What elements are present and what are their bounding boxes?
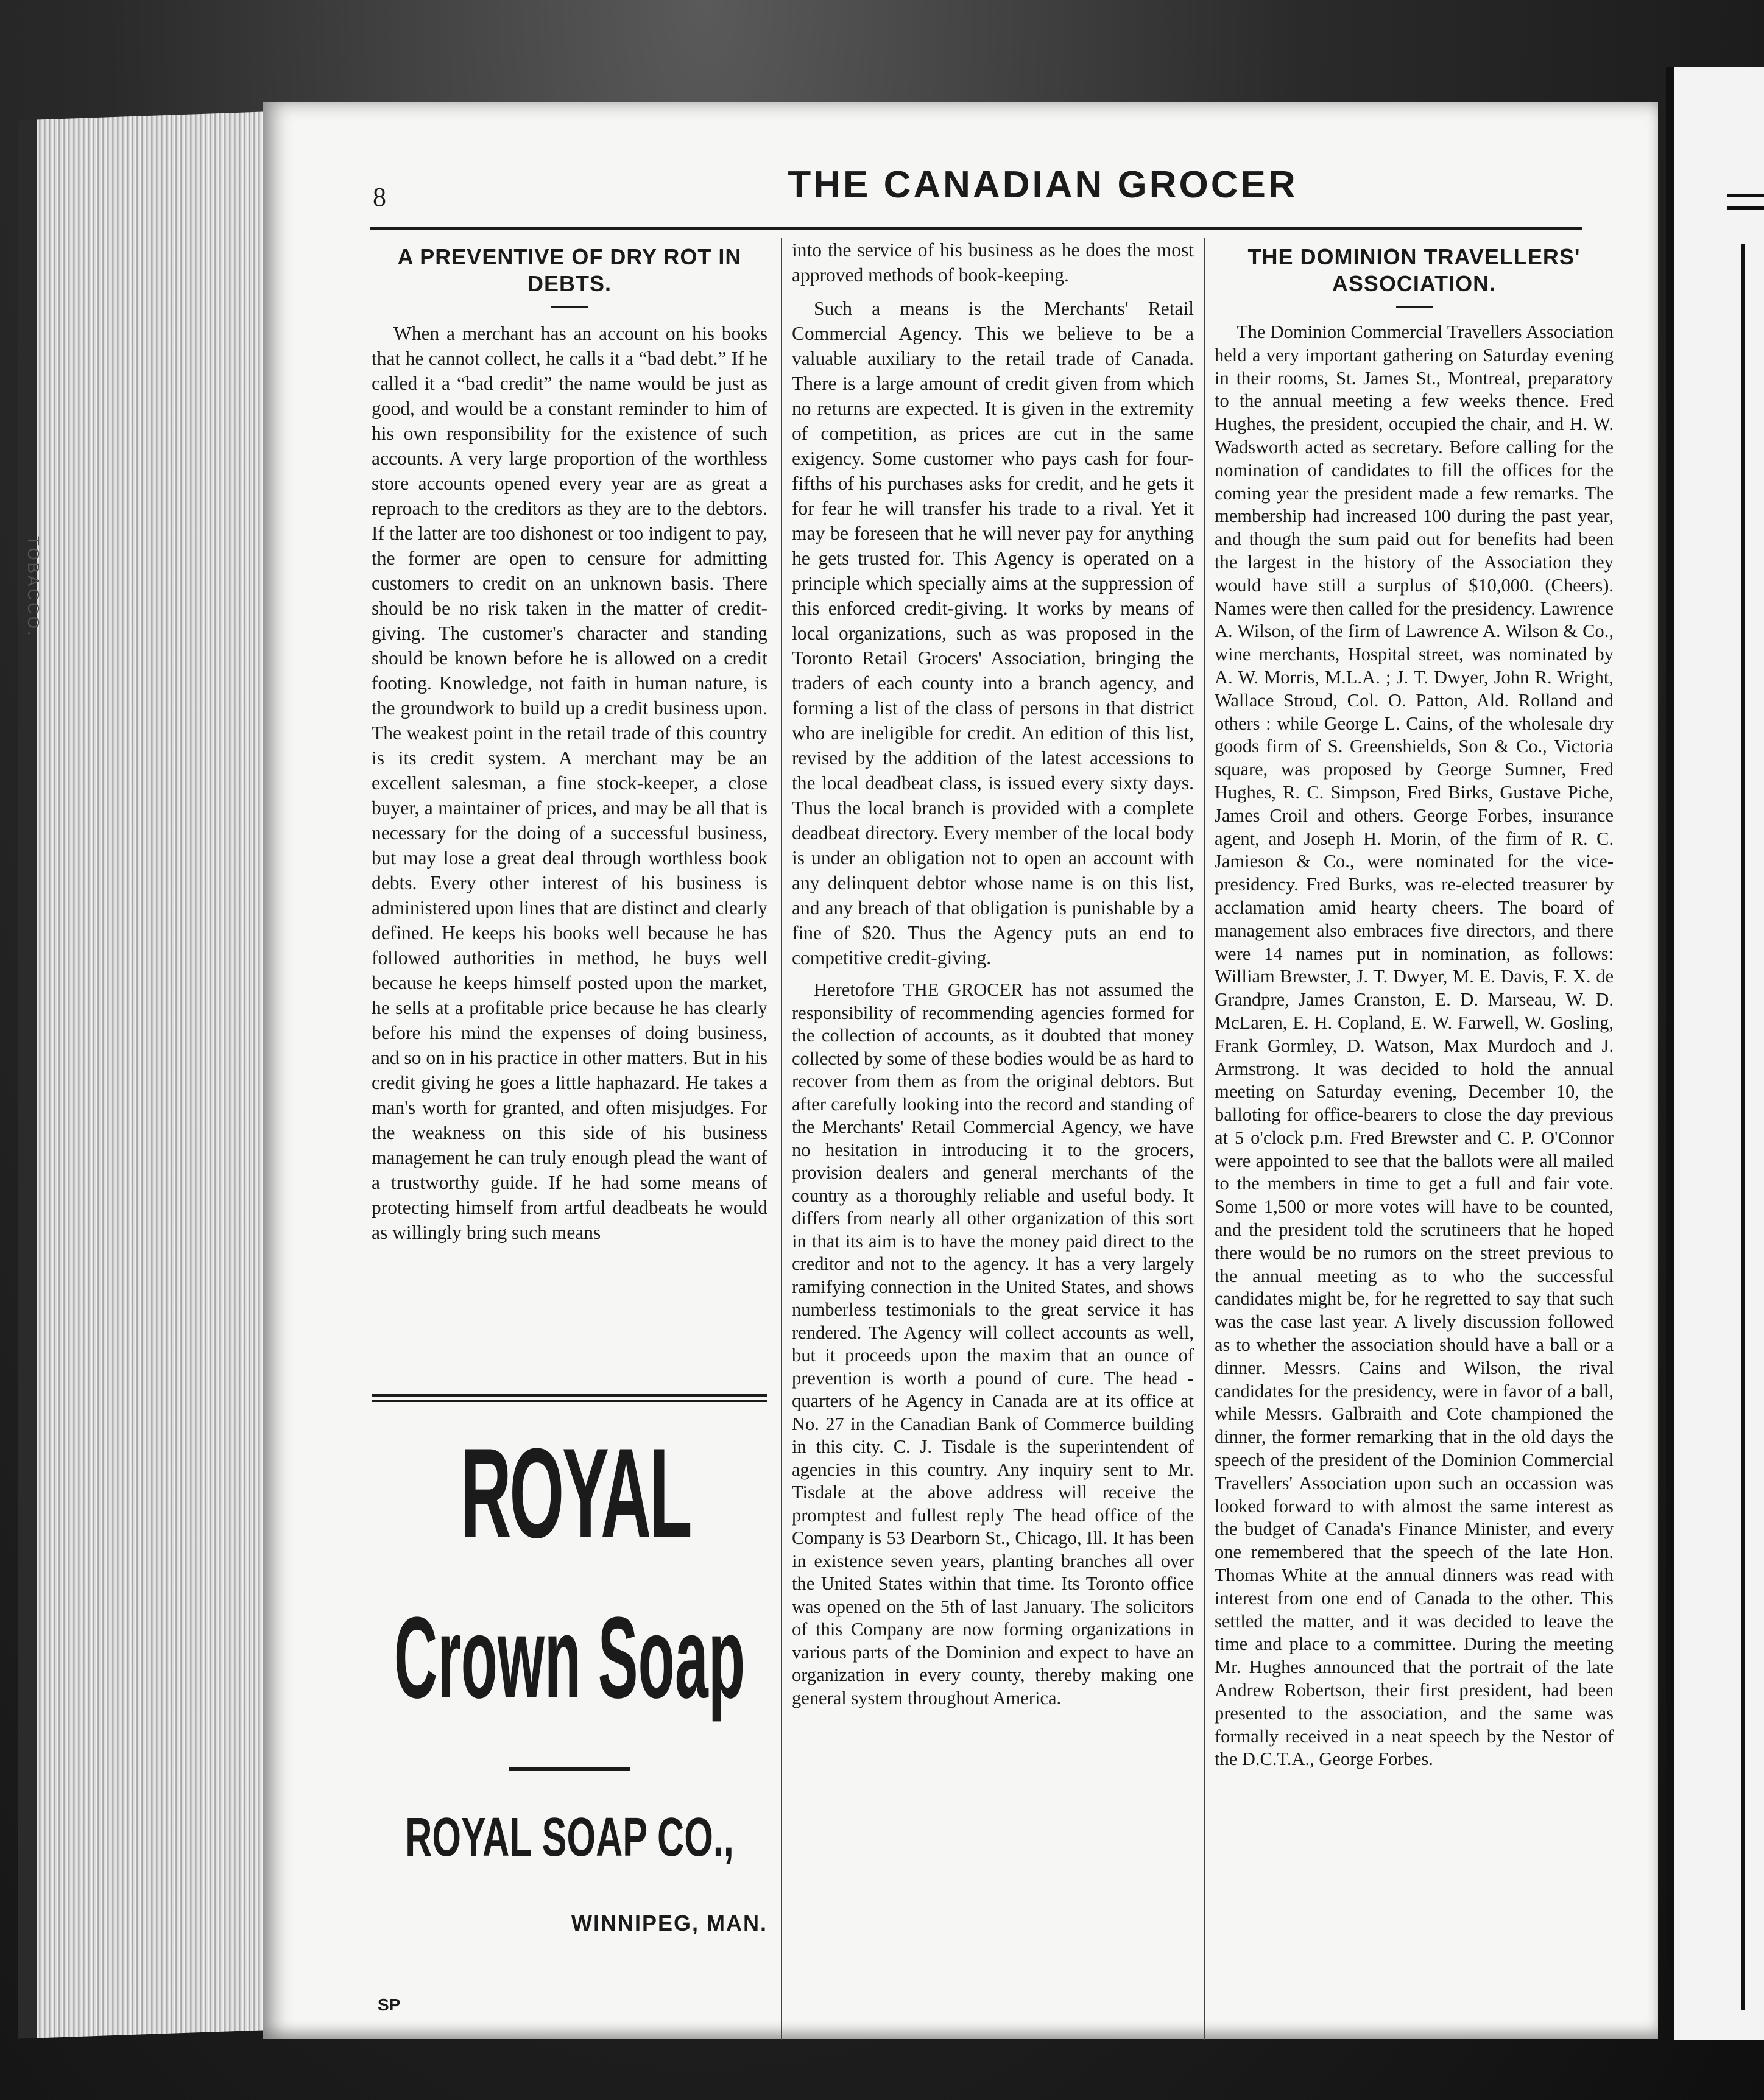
article-paragraph: Such a means is the Merchants' Retail Commercial Agency. This we believe to be a valuable auxiliary to the retail trade of Canada. There is a large amount of credit given from which no returns are expected. It is given in the extremity of competition, as prices are cut in the same exigency. Some customer who pays cash for four-fifths of his purchases asks for credit, and he gets it for fear he will transfer his trade to a rival. Yet it may be foreseen that he will never pay for anything he gets trusted for. This Agency is operated on a principle which specially aims at the suppression of this enforced credit-giving. It works by means of local organizations, such as was proposed in the Toronto Retail Grocers' Association, bringing the traders of each county into a branch agency, and forming a list of the class of persons in that district who are ineligible for credit. An edition of this list, revised by the addition of the latest accessions to the local deadbeat class, is issued every sixty days. Thus the local branch is provided with a complete deadbeat directory. Every member of the local body is under an obligation not to open an account with any delinquent debtor whose name is on this list, and any breach of that obligation is punishable by a fine of $20. Thus the Agency puts an end to competitive credit-giving. (792, 298, 1194, 968)
masthead-title: THE CANADIAN GROCER (788, 164, 1298, 206)
spine-label: TOBACCO. (24, 536, 43, 638)
ad-divider (509, 1767, 630, 1771)
headline-dash (551, 306, 588, 308)
column-divider (781, 238, 782, 2040)
ad-product-line: Crown Soap (393, 1593, 746, 1722)
advertisement-royal-crown-soap (372, 1387, 767, 2015)
column-divider (1204, 238, 1205, 2040)
page-number: 8 (373, 182, 386, 212)
column-middle (792, 238, 1194, 1718)
article-headline: THE DOMINION TRAVELLERS' ASSOCIATION. (1247, 244, 1581, 296)
ad-code: SP (378, 1995, 401, 2014)
facing-page-rule (1727, 194, 1764, 197)
column-right (1215, 238, 1614, 1780)
article-paragraph: into the service of his business as he does the most approved methods of book-keeping. (792, 239, 1194, 286)
ad-company-name: ROYAL SOAP CO., (405, 1807, 734, 1868)
facing-page-edge (1666, 67, 1764, 2040)
ad-brand-line: ROYAL (460, 1422, 691, 1565)
masthead-rule (370, 227, 1582, 230)
facing-page-border (1741, 244, 1745, 2010)
column-left (372, 238, 767, 1253)
newspaper-page (263, 102, 1658, 2039)
article-paragraph: When a merchant has an account on his books that he cannot collect, he calls it a “bad debt.” If he called it a “bad credit” the name would be just as good, and would be a constant reminder to him of his own responsibility for the existence of such accounts. A very large proportion of the worthless store accounts opened every year are as great a reproach to the creditors as they are to the debtors. If the latter are too dishonest or too indigent to pay, the former are open to censure for admitting customers to credit on an unknown basis. There should be no risk taken in the matter of credit-giving. The customer's character and standing should be known before he is allowed on a credit footing. Knowledge, not faith in human nature, is the groundwork to build up a credit business upon. The weakest point in the retail trade of this country is its credit system. A merchant may be an excellent salesman, a fine stock-keeper, a close buyer, a maintainer of prices, and may be all that is necessary for the doing of a successful business, but may lose a great deal through worthless book debts. Every other interest of his business is administered upon lines that are distinct and clearly defined. He keeps his books well because he has followed authorities in method, he buys well because he keeps himself posted upon the market, he sells at a profitable price because he has clearly before his mind the expenses of doing business, and so on in his practice in other matters. But in his credit giving he goes a little haphazard. He takes a man's worth for granted, and often misjudges. For the weakness on this side of his business management he can truly enough plead the want of a trustworthy guide. If he had some means of protecting himself from artful deadbeats he would as willingly bring such means (372, 323, 767, 1243)
ad-top-rule (372, 1394, 767, 1402)
article-paragraph: Heretofore THE GROCER has not assumed the responsibility of recommending agencies formed for the collection of accounts, as it doubted that money collected by some of these bodies would be as hard to recover from them as from the original debtors. But after carefully looking into the record and standing of the Merchants' Retail Commercial Agency, we have no hesitation in introducing it to the grocers, provision dealers and general merchants of the country as a thoroughly reliable and useful body. It differs from nearly all other organization of this sort in that its aim is to have the money paid direct to the creditor and not to the agency. It has a very largely ramifying connection in the United States, and shows numberless testimonials to the great service it has rendered. The Agency will collect accounts as well, but it proceeds upon the maxim that an ounce of prevention is worth a pound of cure. The head - quarters of he Agency in Canada are at its office at No. 27 in the Canadian Bank of Commerce building in this city. C. J. Tisdale is the superintendent of agencies in this country. Any inquiry sent to Mr. Tisdale at the above address will receive the promptest and fullest reply The head office of the Company is 53 Dearborn St., Chicago, Ill. It has been in existence seven years, planting branches all over the United States within that time. Its Toronto office was opened on the 5th of last January. The solicitors of this Company are now forming organizations in various parts of the Dominion and expect to have an organization in every county, thereby making one general system throughout America. (792, 979, 1194, 1708)
ad-company-city: WINNIPEG, MAN. (571, 1911, 767, 1936)
article-paragraph: The Dominion Commercial Travellers Association held a very important gathering on Saturday evening in their rooms, St. James St., Montreal, preparatory to the annual meeting a few weeks thence. Fred Hughes, the president, occupied the chair, and H. W. Wadsworth acted as secretary. Before calling for the nomination of candidates to fill the offices for the coming year the president made a few remarks. The membership had increased 100 during the past year, and though the sum paid out for benefits had been the largest in the history of the Association they would have still a surplus of $10,000. (Cheers). Names were then called for the presidency. Lawrence A. Wilson, of the firm of Lawrence A. Wilson & Co., wine merchants, Hospital street, was nominated by A. W. Morris, M.L.A. ; J. T. Dwyer, John R. Wright, Wallace Stroud, Col. O. Patton, Ald. Rolland and others : while George L. Cains, of the wholesale dry goods firm of S. Greenshields, Son & Co., Victoria square, was proposed by George Sumner, Fred Hughes, R. C. Simpson, Fred Birks, Gustave Piche, James Croil and others. George Forbes, insurance agent, and Joseph H. Morin, of the firm of R. C. Jamieson & Co., were nominated for the vice-presidency. Fred Burks, was re-elected treasurer by acclamation amid hearty cheers. The board of management also embraces five directors, and there were 14 names put in nomination, as follows: William Brewster, J. T. Dwyer, M. E. Davis, F. X. de Grandpre, James Cranston, E. D. Marseau, W. D. McLaren, E. H. Copland, E. W. Farwell, W. Gosling, Frank Gormley, D. Watson, Max Murdoch and J. Armstrong. It was decided to hold the annual meeting on Saturday evening, December 10, the balloting for office-bearers to close the day previous at 5 o'clock p.m. Fred Brewster and C. P. O'Connor were appointed to see that the ballots were all mailed to the members in time to get a full and fair vote. Some 1,500 or more votes will have to be counted, and the president told the scrutineers that he hoped there would be no rumors on the street previous to the annual meeting as to who the successful candidates might be, for he regretted to say that such was the case last year. A lively discussion followed as to whether the association should have a ball or a dinner. Messrs. Cains and Wilson, the rival candidates for the presidency, were in favor of a ball, while Messrs. Galbraith and Cote championed the dinner, the former remarking that in the old days the speech of the president of the Dominion Commercial Travellers' Association upon such an occassion was looked forward to with almost the same interest as the budget of Canada's Finance Minister, and every one remembered that the speech of the late Hon. Thomas White at the annual dinners was read with interest from one end of Canada to the other. This settled the matter, and it was decided to leave the time and place to a committee. During the meeting Mr. Hughes announced that the portrait of the late Andrew Robertson, their first president, had been presented to the association, and the same was formally received in a neat speech by the Nestor of the D.C.T.A., George Forbes. (1215, 322, 1614, 1770)
article-headline: A PREVENTIVE OF DRY ROT IN DEBTS. (397, 244, 742, 296)
headline-dash (1396, 306, 1433, 308)
book-page-edges (18, 111, 280, 2038)
facing-page-rule (1727, 206, 1764, 210)
